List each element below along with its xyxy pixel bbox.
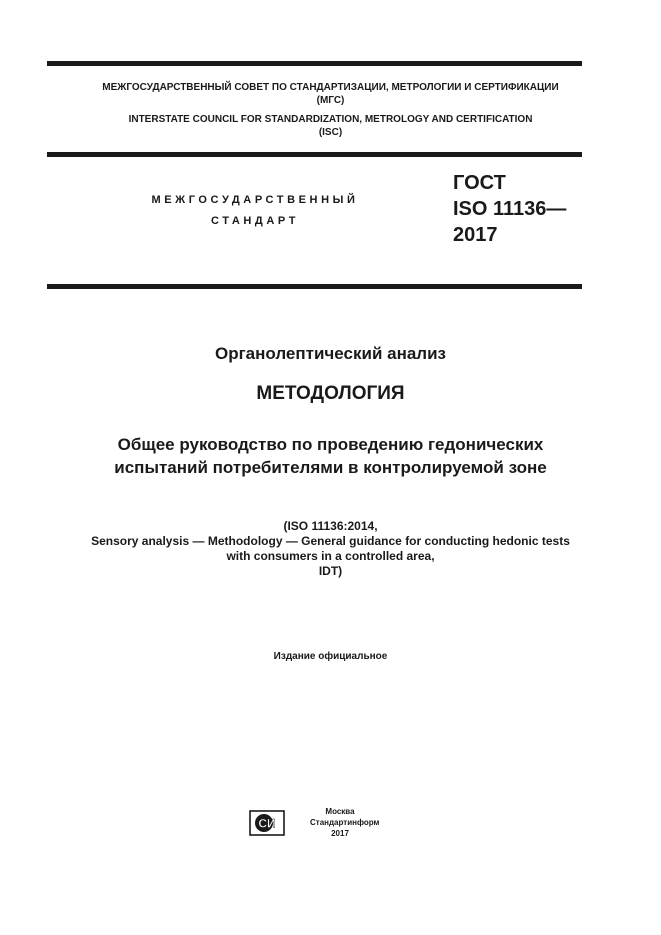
iso-reference-line2: Sensory analysis — Methodology — General guidance for conducting hedonic tests — [91, 534, 570, 548]
gost-designation-line1: ГОСТ — [453, 172, 506, 194]
iso-reference — [0, 519, 661, 579]
standartinform-logo-icon — [249, 810, 285, 836]
iso-reference-line4: IDT) — [318, 564, 343, 578]
edition-label: Издание официальное — [273, 651, 388, 662]
council-ru — [0, 81, 661, 107]
title-main: Органолептический анализ — [214, 344, 446, 363]
iso-reference-line1: (ISO 11136:2014, — [283, 519, 378, 533]
title-desc-line1: Общее руководство по проведению гедонических — [117, 435, 544, 454]
publisher-block — [310, 806, 380, 839]
gost-designation — [453, 170, 566, 248]
title-sub: МЕТОДОЛОГИЯ — [256, 383, 405, 404]
council-en — [0, 113, 661, 139]
council-ru-name: МЕЖГОСУДАРСТВЕННЫЙ СОВЕТ ПО СТАНДАРТИЗАЦИИ, МЕТРОЛОГИИ И СЕРТИФИКАЦИИ — [102, 82, 559, 93]
top-rule — [47, 61, 582, 66]
publisher-name: Стандартинформ — [310, 818, 380, 827]
standard-type-line2: СТАНДАРТ — [210, 215, 300, 227]
publisher-year: 2017 — [331, 829, 349, 838]
iso-reference-line3: with consumers in a controlled area, — [226, 549, 435, 563]
gost-designation-line3: 2017 — [453, 224, 498, 246]
header-rule — [47, 152, 582, 157]
gost-designation-line2: ISO 11136— — [453, 198, 567, 220]
title-desc-line2: испытаний потребителями в контролируемой зоне — [114, 458, 547, 477]
standard-type — [100, 190, 410, 232]
council-en-abbr: (ISC) — [318, 127, 343, 138]
designation-rule — [47, 284, 582, 289]
council-ru-abbr: (МГС) — [316, 95, 345, 106]
logo-text: СИ — [258, 816, 276, 831]
standard-type-line1: МЕЖГОСУДАРСТВЕННЫЙ — [151, 194, 359, 206]
council-en-name: INTERSTATE COUNCIL FOR STANDARDIZATION, METROLOGY AND CERTIFICATION — [128, 114, 533, 125]
publisher-city: Москва — [325, 807, 355, 816]
title-desc — [0, 433, 661, 479]
